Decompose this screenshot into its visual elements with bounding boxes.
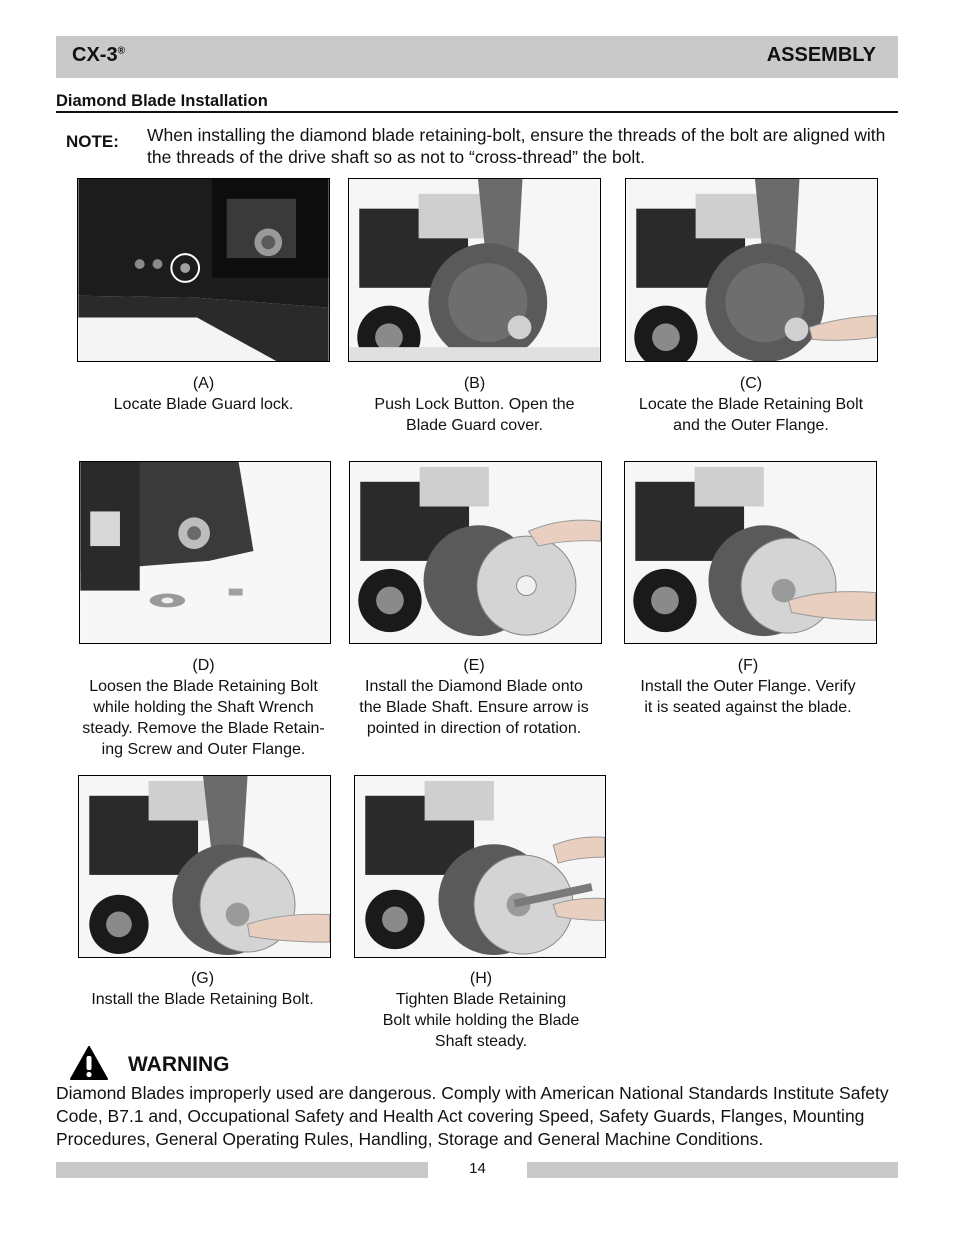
caption-g bbox=[70, 968, 335, 1010]
caption-letter: (B) bbox=[463, 375, 486, 392]
note-text: When installing the diamond blade retaining-bolt, ensure the threads of the bolt are aligned with the threads of the drive shaft so as not to “cross-thread” the bolt. bbox=[147, 125, 886, 167]
caption-letter: (F) bbox=[737, 657, 759, 674]
caption-line: it is seated against the blade. bbox=[644, 699, 852, 716]
caption-line: Blade Guard cover. bbox=[406, 417, 543, 434]
caption-h bbox=[350, 968, 612, 1052]
warning-title: WARNING bbox=[128, 1053, 230, 1076]
caption-letter: (H) bbox=[469, 970, 493, 987]
note-label: NOTE: bbox=[66, 132, 119, 151]
caption-line: and the Outer Flange. bbox=[673, 417, 829, 434]
caption-letter: (C) bbox=[739, 375, 763, 392]
photo-b-image bbox=[349, 179, 600, 361]
caption-line: Install the Outer Flange. Verify bbox=[640, 678, 856, 695]
caption-a bbox=[77, 373, 330, 415]
caption-line: Install the Blade Retaining Bolt. bbox=[91, 991, 314, 1008]
caption-letter: (E) bbox=[463, 657, 485, 674]
model-name: CX-3® bbox=[72, 44, 125, 66]
caption-line: Bolt while holding the Blade bbox=[382, 1012, 580, 1029]
photo-b-push-lock-button bbox=[348, 178, 601, 362]
caption-line: while holding the Shaft Wrench bbox=[93, 699, 314, 716]
caption-b bbox=[348, 373, 601, 436]
caption-line: Loosen the Blade Retaining Bolt bbox=[89, 678, 318, 695]
caption-line: Tighten Blade Retaining bbox=[395, 991, 567, 1008]
photo-a-image bbox=[78, 179, 329, 361]
page-number: 14 bbox=[469, 1160, 486, 1177]
caption-c bbox=[620, 373, 882, 436]
photo-h-image bbox=[355, 776, 605, 957]
caption-line: the Blade Shaft. Ensure arrow is bbox=[359, 699, 589, 716]
caption-line: Install the Diamond Blade onto bbox=[365, 678, 583, 695]
caption-line: pointed in direction of rotation. bbox=[366, 720, 582, 737]
photo-d-loosen-bolt bbox=[79, 461, 331, 644]
footer-bar-left bbox=[56, 1162, 428, 1178]
caption-f bbox=[614, 655, 882, 718]
caption-e bbox=[340, 655, 608, 739]
photo-e-image bbox=[350, 462, 601, 643]
caption-line: Push Lock Button. Open the bbox=[374, 396, 575, 413]
photo-c-image bbox=[626, 179, 877, 361]
photo-e-install-blade bbox=[349, 461, 602, 644]
caption-line: Locate the Blade Retaining Bolt bbox=[638, 396, 864, 413]
warning-text: Diamond Blades improperly used are dangerous. Comply with American National Standards Institute Safety Code, B7.1 and, Occupational Safety and Health Act covering Speed, Safety Guards, Flanges, Mounting Procedures, General Operating Rules, Handling, Storage and General Machine Conditions. bbox=[56, 1083, 889, 1149]
caption-d bbox=[66, 655, 341, 760]
photo-c-retaining-bolt-flange bbox=[625, 178, 878, 362]
caption-line: Shaft steady. bbox=[434, 1033, 528, 1050]
footer-bar-right bbox=[527, 1162, 898, 1178]
caption-letter: (G) bbox=[190, 970, 215, 987]
caption-line: Locate Blade Guard lock. bbox=[113, 396, 294, 413]
photo-h-tighten-bolt bbox=[354, 775, 606, 958]
registered-mark: ® bbox=[117, 45, 125, 57]
photo-f-install-flange bbox=[624, 461, 877, 644]
photo-a-blade-guard-lock bbox=[77, 178, 330, 362]
photo-g-install-bolt bbox=[78, 775, 331, 958]
caption-line: steady. Remove the Blade Retain- bbox=[82, 720, 325, 737]
photo-f-image bbox=[625, 462, 876, 643]
caption-letter: (D) bbox=[192, 657, 215, 674]
section-name: ASSEMBLY bbox=[766, 44, 876, 66]
photo-d-image bbox=[80, 462, 330, 643]
section-title: Diamond Blade Installation bbox=[56, 92, 268, 110]
caption-line: ing Screw and Outer Flange. bbox=[101, 741, 306, 758]
section-divider bbox=[56, 111, 898, 113]
photo-g-image bbox=[79, 776, 330, 957]
caption-letter: (A) bbox=[192, 375, 215, 392]
page-header bbox=[56, 36, 898, 78]
warning-triangle-icon bbox=[70, 1046, 108, 1080]
